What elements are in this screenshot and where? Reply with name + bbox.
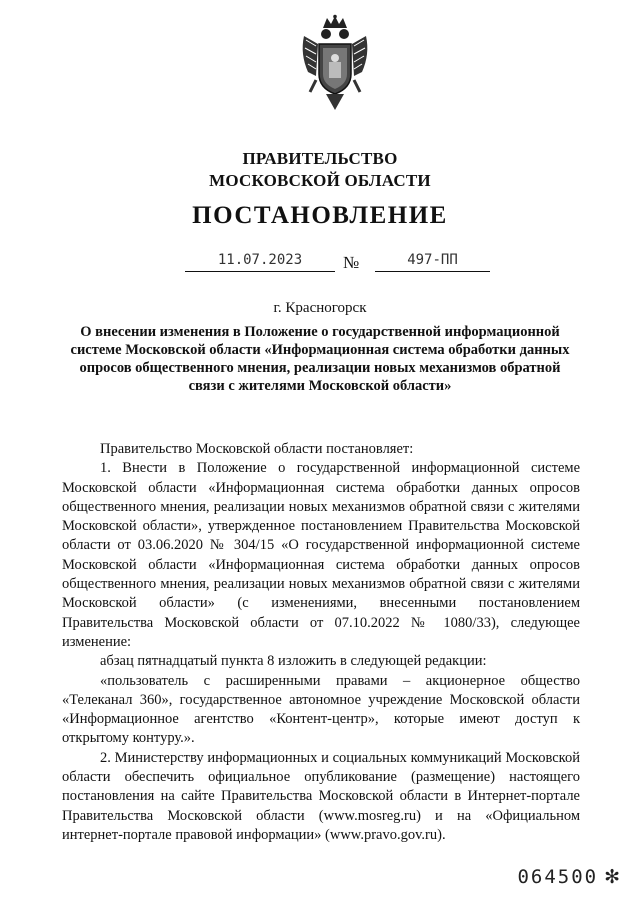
body-paragraph-4: 2. Министерству информационных и социальных коммуникаций Московской области обеспечить официальное опубликование (размещение) настоящего постановления на сайте Правительства Московской области в Интернет-портале Правительства Московской области (www.mosreg.ru) и на «Официальном интернет-портале правовой информации» (www.pravo.gov.ru).	[62, 749, 580, 843]
org-line-1: ПРАВИТЕЛЬСТВО	[242, 149, 398, 168]
document-footer	[517, 866, 620, 889]
body-paragraph-3: «пользователь с расширенными правами – акционерное общество «Телеканал 360», государственное автономное учреждение Московской области «Информационное агентство «Контент-центр», которые имеют доступ к открытому контуру.».	[62, 672, 580, 747]
document-type: ПОСТАНОВЛЕНИЕ	[192, 202, 448, 229]
document-subject: О внесении изменения в Положение о государственной информационной системе Московской области «Информационная система обработки данных опросов общественного мнения, реализации новых механизмов обратной связи с жителями Московской области»	[70, 324, 570, 394]
serial-code: 064500	[517, 866, 599, 888]
org-line-2: МОСКОВСКОЙ ОБЛАСТИ	[209, 171, 431, 190]
asterisk-mark-icon: ✻	[604, 867, 620, 888]
document-number: 497-ПП	[407, 252, 458, 268]
coat-of-arms-icon	[296, 14, 374, 112]
body-intro: Правительство Московской области постановляет:	[100, 441, 414, 457]
body-paragraph-1: 1. Внести в Положение о государственной информационной системе Московской области «Информационная система обработки данных опросов общественного мнения, реализации новых механизмов обратной связи с жителями Московской области», утвержденное постановлением Правительства Московской области от 03.06.2020 № 304/15 «О государственной информационной системе Московской области «Информационная система обработки данных опросов общественного мнения, реализации новых механизмов обратной связи с жителями Московской области» (с изменениями, внесенными постановлением Правительства Московской области от 07.10.2022 № 1080/33), следующее изменение:	[62, 460, 580, 650]
body-paragraph-2: абзац пятнадцатый пункта 8 изложить в следующей редакции:	[100, 653, 487, 670]
document-body	[62, 440, 580, 845]
document-city: г. Красногорск	[273, 300, 367, 316]
document-date: 11.07.2023	[217, 252, 303, 268]
date-underline	[185, 271, 335, 272]
number-sign: №	[343, 253, 360, 272]
number-underline	[375, 271, 490, 272]
organization-name	[0, 148, 640, 192]
date-number-line	[185, 252, 490, 274]
